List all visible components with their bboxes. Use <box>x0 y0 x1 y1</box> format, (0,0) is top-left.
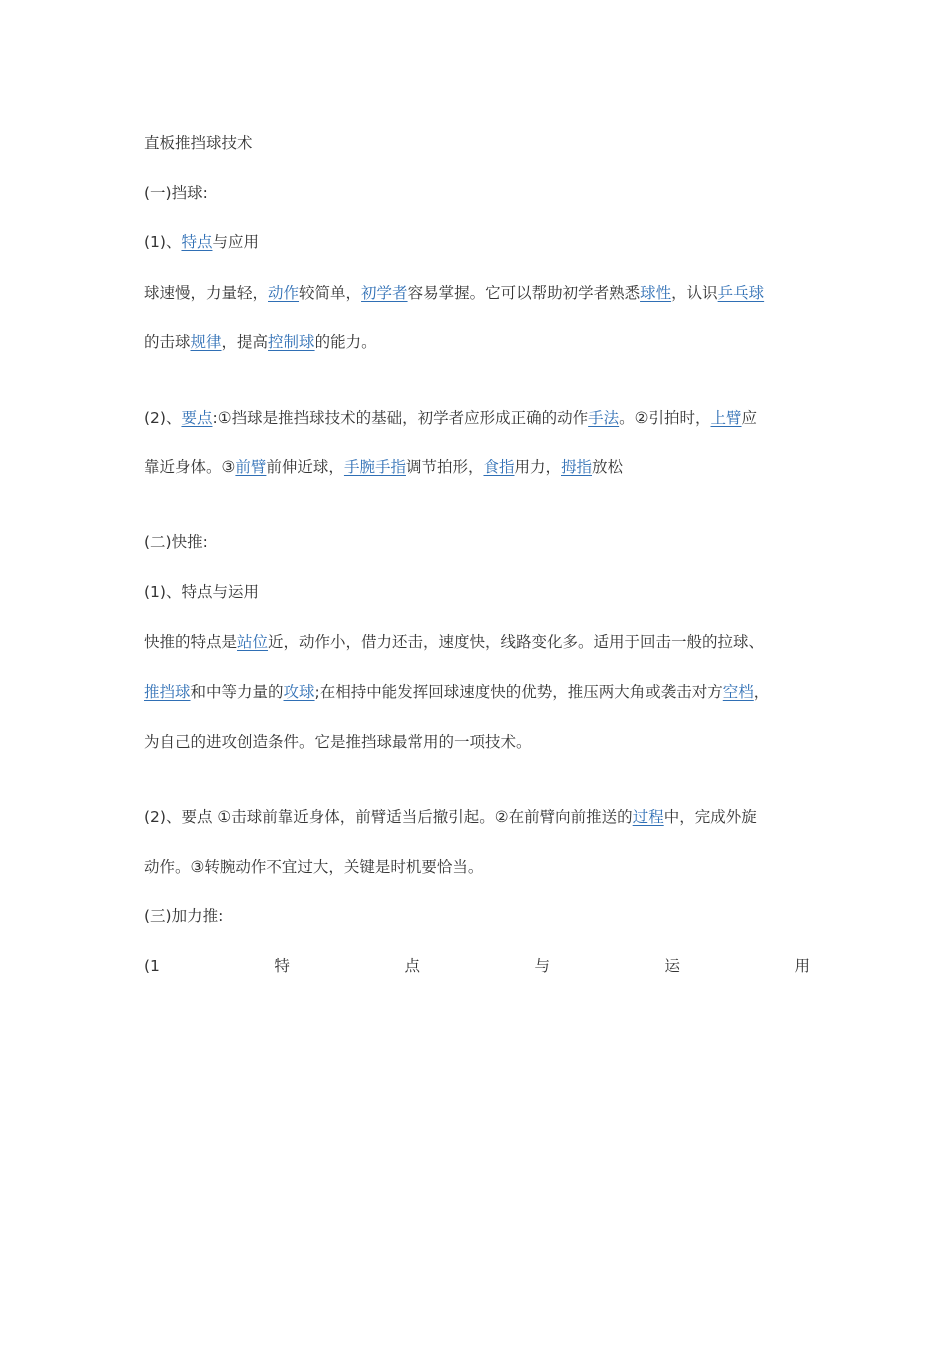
char: 用 <box>794 957 810 975</box>
char: 点 <box>404 957 420 975</box>
section-heading-block: (一)挡球: <box>144 184 208 202</box>
link-process[interactable]: 过程 <box>632 808 664 826</box>
text: :①挡球是推挡球技术的基础，初学者应形成正确的动作 <box>212 409 589 427</box>
link-technique[interactable]: 手法 <box>588 409 620 427</box>
paragraph-line: 动作。③转腕动作不宜过大，关键是时机要恰当。 <box>144 858 484 876</box>
link-action[interactable]: 动作 <box>268 284 300 302</box>
text: 较简单， <box>299 284 362 302</box>
text: ，提高 <box>221 333 269 351</box>
char: 运 <box>664 957 680 975</box>
paragraph-line <box>144 682 810 702</box>
text: 应 <box>741 409 758 427</box>
text: 用力， <box>514 458 561 476</box>
paragraph-line <box>144 283 810 303</box>
text: 靠近身体。③ <box>144 458 236 476</box>
text: 。②引拍时， <box>619 409 711 427</box>
char: 与 <box>534 957 550 975</box>
document-title: 直板推挡球技术 <box>144 134 253 152</box>
link-attack[interactable]: 攻球 <box>283 683 315 701</box>
text: 容易掌握。它可以帮助初学者熟悉 <box>407 284 641 302</box>
text: 中，完成外旋 <box>663 808 757 826</box>
text: ，认识 <box>671 284 718 302</box>
paragraph-line <box>144 408 810 428</box>
char: 特 <box>274 957 290 975</box>
text: 与应用 <box>212 233 259 251</box>
text: 放松 <box>592 458 624 476</box>
link-features[interactable]: 特点 <box>181 233 213 251</box>
link-upper-arm[interactable]: 上臂 <box>710 409 742 427</box>
link-forearm[interactable]: 前臂 <box>235 458 267 476</box>
link-wrist-fingers[interactable]: 手腕手指 <box>343 458 406 476</box>
text: 和中等力量的 <box>190 683 284 701</box>
text: 快推的特点是 <box>144 633 238 651</box>
text: ;在相持中能发挥回球速度快的优势，推压两大角或袭击对方 <box>314 683 723 701</box>
text: 球速慢，力量轻， <box>144 284 269 302</box>
text: (2)、 <box>144 409 182 427</box>
text: ， <box>753 683 770 701</box>
link-thumb[interactable]: 拇指 <box>561 458 593 476</box>
text: 的击球 <box>144 333 191 351</box>
link-open-space[interactable]: 空档 <box>722 683 754 701</box>
section-heading-power-push: (三)加力推: <box>144 907 224 925</box>
paragraph-line <box>144 807 810 827</box>
link-rule[interactable]: 规律 <box>190 333 222 351</box>
paragraph-line <box>144 632 810 652</box>
char: (1 <box>144 957 160 975</box>
link-key-points[interactable]: 要点 <box>181 409 213 427</box>
text: 的能力。 <box>314 333 377 351</box>
link-stance[interactable]: 站位 <box>237 633 269 651</box>
paragraph-line: 为自己的进攻创造条件。它是推挡球最常用的一项技术。 <box>144 733 532 751</box>
justified-subheading <box>144 956 810 976</box>
link-beginner[interactable]: 初学者 <box>361 284 408 302</box>
link-table-tennis[interactable]: 乒乓球 <box>717 284 765 302</box>
text: (1)、 <box>144 233 182 251</box>
link-index-finger[interactable]: 食指 <box>483 458 515 476</box>
section-heading-fast-push: (二)快推: <box>144 533 208 551</box>
paragraph-line <box>144 332 810 352</box>
text: 近，动作小，借力还击，速度快，线路变化多。适用于回击一般的拉球、 <box>268 633 765 651</box>
text: 调节拍形， <box>405 458 484 476</box>
link-push-block[interactable]: 推挡球 <box>144 683 191 701</box>
link-ball-control[interactable]: 控制球 <box>268 333 315 351</box>
subheading-features <box>144 232 810 252</box>
subheading-features: (1)、特点与运用 <box>144 583 259 601</box>
link-ball-feel[interactable]: 球性 <box>640 284 672 302</box>
paragraph-line <box>144 457 810 477</box>
text: 前伸近球， <box>266 458 344 476</box>
text: (2)、要点 ①击球前靠近身体，前臂适当后撤引起。②在前臂向前推送的 <box>144 808 633 826</box>
